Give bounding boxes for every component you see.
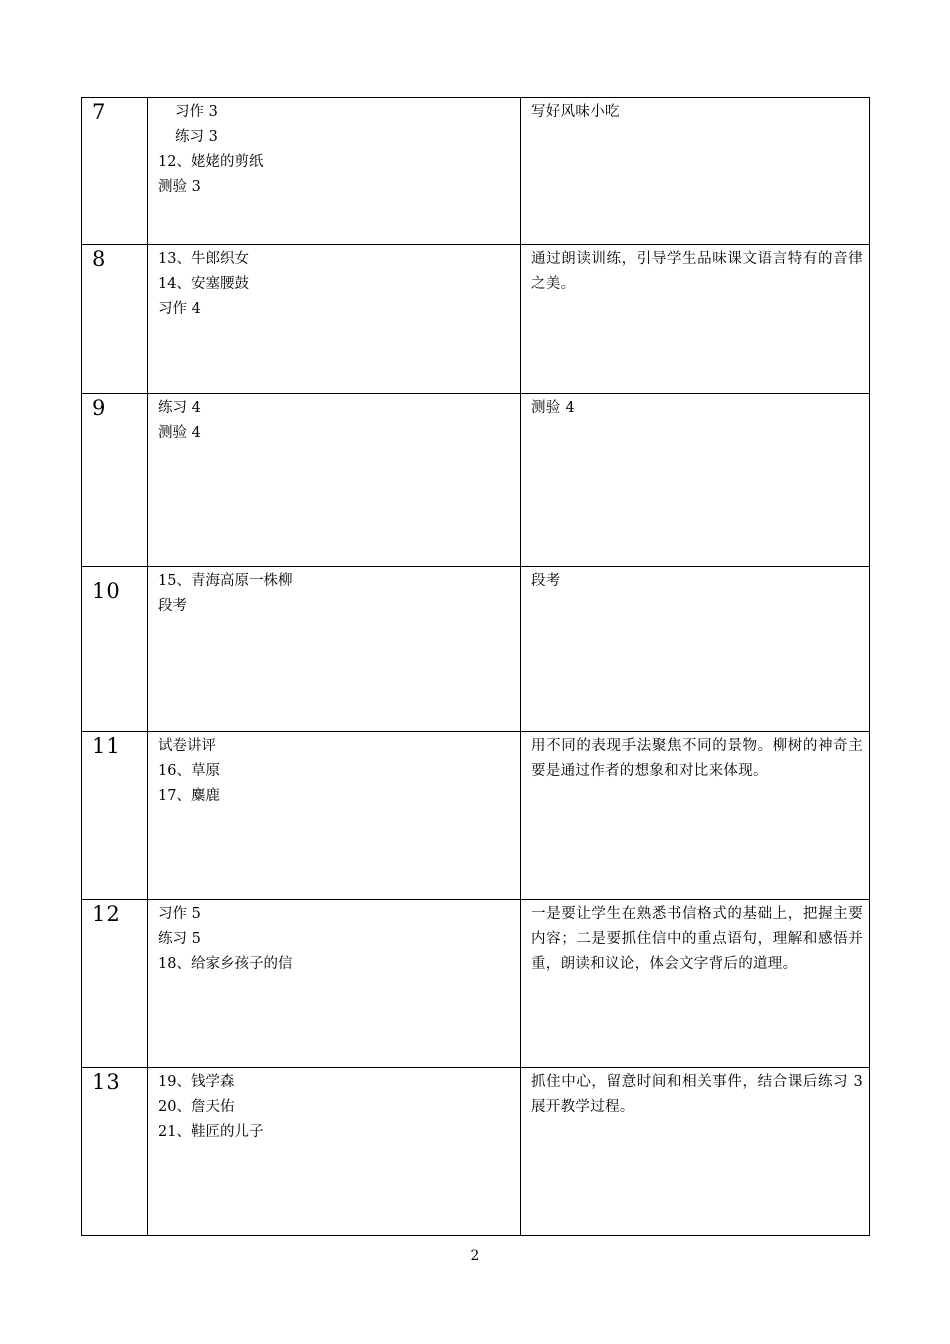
lesson-item: 17、麋鹿 (158, 788, 220, 804)
lesson-item: 14、安塞腰鼓 (158, 276, 249, 292)
lesson-item: 测验 3 (158, 179, 201, 195)
teaching-notes (521, 394, 870, 567)
lesson-item: 16、草原 (158, 763, 220, 779)
note-text: 通过朗读训练，引导学生品味课文语言特有的音律之美。 (531, 251, 863, 292)
lesson-item: 测验 4 (158, 425, 201, 441)
lesson-list (148, 900, 521, 1068)
week-number: 7 (82, 98, 148, 245)
table-row (82, 394, 870, 567)
lesson-item: 段考 (158, 598, 187, 614)
lesson-item: 13、牛郎织女 (158, 251, 249, 267)
lesson-item: 习作 5 (158, 906, 201, 922)
week-number: 11 (82, 732, 148, 900)
lesson-list (148, 394, 521, 567)
teaching-notes (521, 900, 870, 1068)
lesson-list (148, 98, 521, 245)
table-row (82, 732, 870, 900)
lesson-item: 练习 4 (158, 400, 201, 416)
table-row (82, 1068, 870, 1236)
teaching-notes (521, 98, 870, 245)
teaching-notes (521, 1068, 870, 1236)
lesson-item: 习作 3 (175, 104, 218, 120)
teaching-notes (521, 732, 870, 900)
lesson-list (148, 732, 521, 900)
page-number: 2 (470, 1248, 480, 1264)
lesson-item: 18、给家乡孩子的信 (158, 956, 293, 972)
lesson-item: 习作 4 (158, 301, 201, 317)
lesson-item: 12、姥姥的剪纸 (158, 154, 264, 170)
note-text: 段考 (531, 573, 561, 589)
lesson-list (148, 245, 521, 394)
lesson-item: 20、詹天佑 (158, 1099, 235, 1115)
lesson-item: 试卷讲评 (158, 738, 216, 754)
week-number: 12 (82, 900, 148, 1068)
table-row (82, 567, 870, 732)
table-row (82, 98, 870, 245)
lesson-item: 练习 3 (175, 129, 218, 145)
week-number: 13 (82, 1068, 148, 1236)
lesson-list (148, 567, 521, 732)
teaching-notes (521, 567, 870, 732)
week-number: 10 (82, 567, 148, 732)
lesson-item: 练习 5 (158, 931, 201, 947)
week-number: 9 (82, 394, 148, 567)
note-text: 抓住中心，留意时间和相关事件，结合课后练习 3 展开教学过程。 (531, 1074, 863, 1115)
schedule-table (81, 97, 870, 1236)
lesson-item: 21、鞋匠的儿子 (158, 1124, 264, 1140)
table-row (82, 245, 870, 394)
lesson-list (148, 1068, 521, 1236)
week-number: 8 (82, 245, 148, 394)
lesson-item: 15、青海高原一株柳 (158, 573, 293, 589)
lesson-item: 19、钱学森 (158, 1074, 235, 1090)
teaching-notes (521, 245, 870, 394)
note-text: 一是要让学生在熟悉书信格式的基础上，把握主要内容；二是要抓住信中的重点语句，理解和感悟并重，朗读和议论，体会文字背后的道理。 (531, 906, 863, 972)
note-text: 用不同的表现手法聚焦不同的景物。柳树的神奇主要是通过作者的想象和对比来体现。 (531, 738, 863, 779)
note-text: 测验 4 (531, 400, 576, 416)
table-row (82, 900, 870, 1068)
note-text: 写好风味小吃 (531, 104, 620, 120)
